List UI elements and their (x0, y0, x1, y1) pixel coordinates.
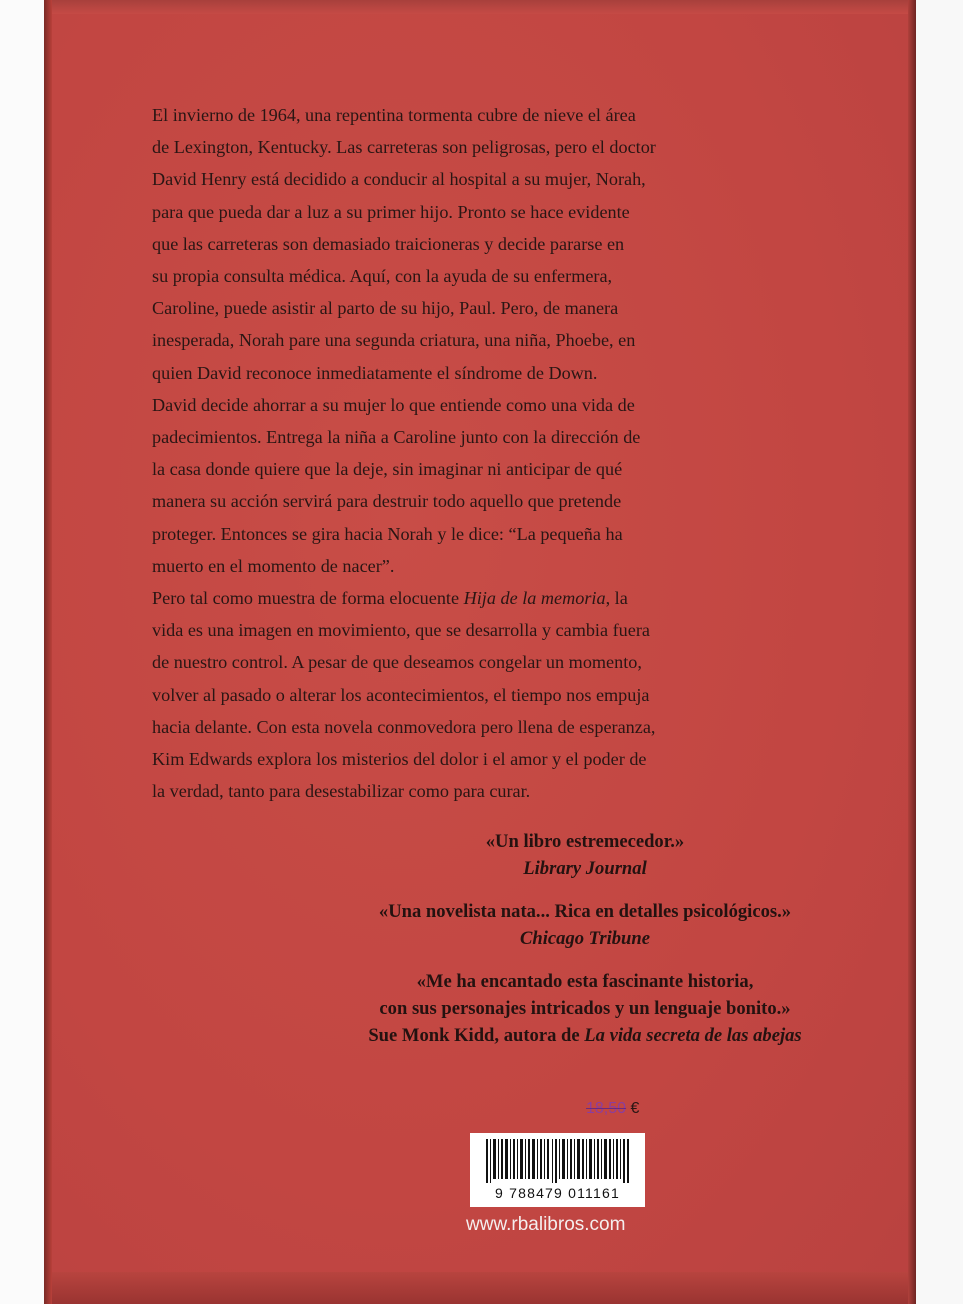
synopsis-line: hacia delante. Con esta novela conmovedora pero llena de esperanza, (152, 716, 656, 737)
quote-source (300, 1022, 870, 1049)
synopsis-line: que las carreteras son demasiado traicioneras y decide pararse en (152, 233, 625, 254)
synopsis-line: la verdad, tanto para desestabilizar como para curar. (152, 781, 531, 802)
synopsis-line: David decide ahorrar a su mujer lo que entiende como una vida de (152, 394, 635, 415)
review-quote (300, 968, 870, 1049)
synopsis-line: de Lexington, Kentucky. Las carreteras son peligrosas, pero el doctor (152, 137, 656, 158)
book-title: Hija de la memoria (463, 588, 606, 609)
synopsis-line: la casa donde quiere que la deje, sin imaginar ni anticipar de qué (152, 459, 623, 480)
right-page-margin (916, 0, 963, 1304)
quote-text: con sus personajes intricados y un lenguaje bonito.» (379, 998, 791, 1019)
synopsis-line: muerto en el momento de nacer”. (152, 555, 395, 576)
quote-text: «Me ha encantado esta fascinante historia, (416, 971, 754, 992)
synopsis-line: para que pueda dar a luz a su primer hijo. Pronto se hace evidente (152, 201, 630, 222)
synopsis-text: , la (605, 588, 628, 609)
publisher-website: www.rbalibros.com (466, 1214, 626, 1235)
synopsis-text: Pero tal como muestra de forma elocuente (152, 588, 464, 609)
synopsis-line (152, 582, 692, 614)
cover-bottom-edge (52, 1272, 914, 1304)
synopsis-line: David Henry está decidido a conducir al hospital a su mujer, Norah, (152, 169, 646, 190)
synopsis-paragraph-1 (152, 99, 692, 582)
price-amount: 18,50 (586, 1100, 627, 1117)
synopsis (152, 99, 692, 807)
synopsis-line: inesperada, Norah pare una segunda criatura, una niña, Phoebe, en (152, 330, 636, 351)
quote-source: Library Journal (523, 858, 647, 879)
synopsis-line: de nuestro control. A pesar de que deseamos congelar un momento, (152, 652, 642, 673)
synopsis-line: quien David reconoce inmediatamente el síndrome de Down. (152, 362, 598, 383)
synopsis-line: volver al pasado o alterar los acontecimientos, el tiempo nos empuja (152, 684, 650, 705)
synopsis-paragraph-2 (152, 582, 692, 807)
barcode (470, 1133, 645, 1207)
review-quote (300, 898, 870, 952)
left-page-margin (0, 0, 44, 1304)
review-quotes (300, 828, 870, 1065)
cover-right-edge (908, 0, 916, 1304)
spine-edge (44, 0, 52, 1304)
synopsis-line: Caroline, puede asistir al parto de su hijo, Paul. Pero, de manera (152, 298, 619, 319)
synopsis-line: Kim Edwards explora los misterios del dolor i el amor y el poder de (152, 749, 647, 770)
quote-author: Sue Monk Kidd, autora de (368, 1025, 585, 1046)
quote-text: «Un libro estremecedor.» (485, 831, 685, 852)
synopsis-line: manera su acción servirá para destruir todo aquello que pretende (152, 491, 622, 512)
cover-top-edge (52, 0, 914, 14)
quote-source: Chicago Tribune (519, 928, 650, 949)
price-currency: € (630, 1100, 640, 1117)
isbn-number: 9 788479 011161 (495, 1185, 620, 1201)
synopsis-line: su propia consulta médica. Aquí, con la ayuda de su enfermera, (152, 266, 613, 287)
synopsis-line: vida es una imagen en movimiento, que se desarrolla y cambia fuera (152, 620, 650, 641)
barcode-bars-icon (486, 1139, 629, 1183)
synopsis-line: padecimientos. Entrega la niña a Caroline junto con la dirección de (152, 427, 641, 448)
quote-book-title: La vida secreta de las abejas (584, 1025, 802, 1046)
quote-text: «Una novelista nata... Rica en detalles psicológicos.» (378, 901, 792, 922)
synopsis-line: proteger. Entonces se gira hacia Norah y le dice: “La pequeña ha (152, 523, 623, 544)
synopsis-line: El invierno de 1964, una repentina tormenta cubre de nieve el área (152, 105, 636, 125)
review-quote (300, 828, 870, 882)
price-label (586, 1100, 639, 1118)
